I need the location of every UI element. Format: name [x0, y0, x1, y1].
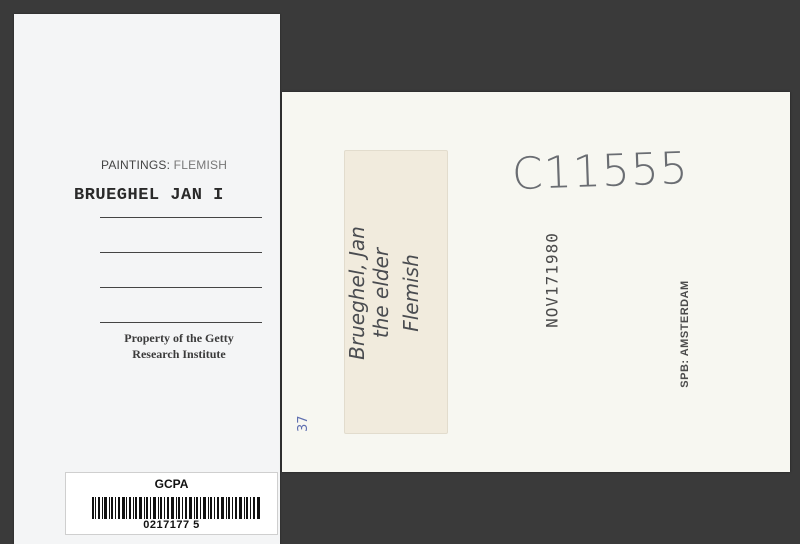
- attribution-line-1: Brueghel, Jan: [345, 226, 369, 360]
- attribution-line-2: the elder: [369, 247, 393, 339]
- barcode-label: [65, 472, 278, 535]
- folder-card: [14, 14, 280, 544]
- attribution-label: [344, 150, 448, 434]
- auction-stamp-text: SPB: AMSTERDAM: [679, 280, 691, 388]
- accession-number: C11555: [511, 142, 690, 201]
- property-line-2: Research Institute: [132, 347, 226, 361]
- attribution-line-3: Flemish: [399, 254, 423, 332]
- divider-line: [100, 217, 262, 218]
- barcode-number: 0217177 5: [143, 519, 200, 531]
- category-sub: FLEMISH: [173, 158, 228, 172]
- property-line-1: Property of the Getty: [124, 331, 234, 345]
- property-stamp: [104, 330, 254, 362]
- date-stamp-text: NOV171980: [542, 232, 562, 328]
- category-label: [101, 158, 227, 172]
- barcode-title: GCPA: [154, 477, 189, 491]
- divider-line: [100, 252, 262, 253]
- artist-name: BRUEGHEL JAN I: [74, 186, 224, 205]
- divider-line: [100, 287, 262, 288]
- divider-line: [100, 322, 262, 323]
- corner-note: 37: [296, 415, 311, 432]
- barcode-icon: [92, 497, 260, 519]
- photo-back: [282, 92, 790, 472]
- category-main: PAINTINGS:: [101, 158, 171, 172]
